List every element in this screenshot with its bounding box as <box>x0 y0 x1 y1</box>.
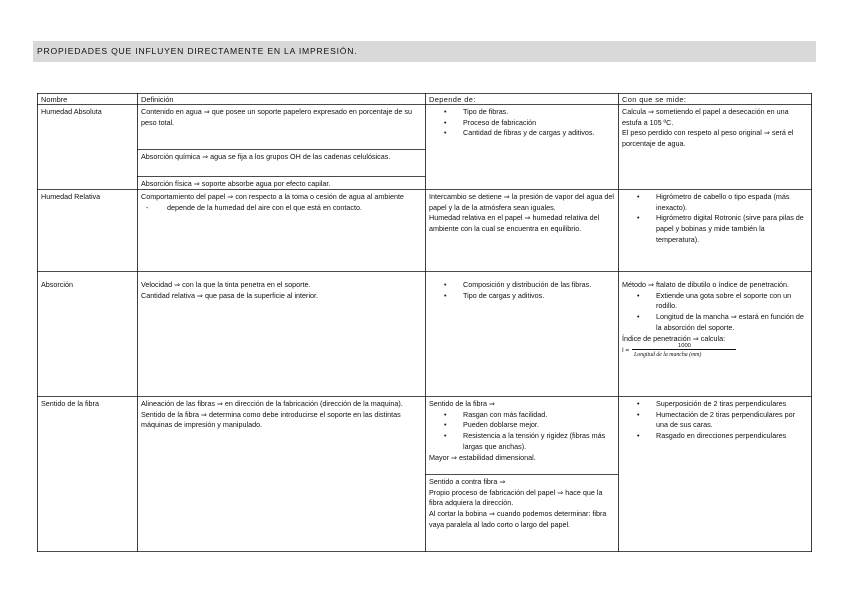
definition-text: Absorción física ⇒ soporte absorbe agua por efecto capilar. <box>141 179 331 188</box>
list-item: • Resistencia a la tensión y rigidez (fibras más largas que anchas). <box>463 431 615 452</box>
definition-text: Comportamiento del papel ⇒ con respecto a la toma o cesión de agua al ambiente <box>141 192 404 201</box>
definition-text: Sentido de la fibra ⇒ determina como debe introducirse el soporte en las distintas máquinas de impresión y manipulado. <box>141 409 401 430</box>
depends-text: Sentido de la fibra ⇒ <box>429 399 495 408</box>
list-item: • Superposición de 2 tiras perpendiculares <box>656 399 808 410</box>
list-item: • Longitud de la mancha ⇒ estará en función de la absorción del soporte. <box>656 312 808 333</box>
header-medida: Con que se mide: <box>622 95 687 104</box>
formula-numerator: 1000 <box>678 343 691 350</box>
list-item: • Tipo de fibras. <box>463 107 615 118</box>
measure-text: Índice de penetración ⇒ calcula: <box>622 333 726 343</box>
measure-text: Método ⇒ ftalato de dibutilo o índice de penetración. <box>622 280 790 289</box>
measure-text: Calcula ⇒ sometiendo el papel a desecación en una estufa a 105 ºC. <box>622 107 789 127</box>
row-absorcion-nombre: Absorción <box>41 280 73 289</box>
list-item: • Humectación de 2 tiras perpendiculares por una de sus caras. <box>656 410 808 431</box>
list-item: - depende de la humedad del aire con el que está en contacto. <box>167 203 422 214</box>
formula-denominator: Longitud de la mancha (mm) <box>634 352 702 359</box>
row-humedad-absoluta-absorcion-fisica <box>138 177 425 190</box>
list-item: • Composición y distribución de las fibras. <box>463 280 615 291</box>
depends-text: Mayor ⇒ estabilidad dimensional. <box>429 452 536 462</box>
depends-text: Sentido a contra fibra ⇒ <box>429 477 506 486</box>
penetration-formula <box>622 343 808 359</box>
depends-text: Intercambio se detiene ⇒ la presión de vapor del agua del papel y la de la atmósfera sean iguales. <box>429 192 615 212</box>
depends-text: Al cortar la bobina ⇒ cuando podemos determinar: fibra vaya paralela al lado corto o largo del papel. <box>429 509 607 529</box>
depends-text: Humedad relativa en el papel ⇒ humedad relativa del ambiente con la cual se encuentra en equilibrio. <box>429 213 600 234</box>
row-absorcion-medida <box>619 278 811 359</box>
list-item: • Rasgado en direcciones perpendiculares <box>656 431 808 442</box>
row-sentido-fibra-depende-contra <box>426 475 618 531</box>
list-item: • Extiende una gota sobre el soporte con un rodillo. <box>656 291 808 312</box>
list-item: • Higrómetro de cabello o tipo espada (más inexacto). <box>656 192 808 213</box>
definition-text: Cantidad relativa ⇒ que pasa de la superficie al interior. <box>141 290 319 300</box>
measure-text: El peso perdido con respeto al peso original ⇒ será el porcentaje de agua. <box>622 128 794 149</box>
row-sentido-fibra-medida <box>619 397 811 442</box>
list-item: • Pueden doblarse mejor. <box>463 420 615 431</box>
row-humedad-relativa-nombre: Humedad Relativa <box>41 192 101 201</box>
header-definicion: Definición <box>141 95 174 104</box>
definition-text: Contenido en agua ⇒ que posee un soporte papelero expresado en porcentaje de su peso total. <box>141 107 412 127</box>
list-item: • Tipo de cargas y aditivos. <box>463 291 615 302</box>
row-humedad-relativa-medida <box>619 190 811 246</box>
definition-text: Alineación de las fibras ⇒ en dirección de la fabricación (dirección de la maquina). <box>141 399 403 408</box>
row-sentido-fibra-definicion <box>138 397 425 431</box>
header-depende: Depende de: <box>429 95 476 104</box>
row-humedad-absoluta-definicion <box>138 105 425 128</box>
row-humedad-relativa-depende <box>426 190 618 235</box>
document-title: PROPIEDADES QUE INFLUYEN DIRECTAMENTE EN LA IMPRESIÓN. <box>33 41 816 62</box>
row-sentido-fibra-depende-favor <box>426 397 618 463</box>
row-humedad-absoluta-medida <box>619 105 811 150</box>
definition-text: Absorción química ⇒ agua se fija a los grupos OH de las cadenas celulósicas. <box>141 152 391 161</box>
list-item: • Cantidad de fibras y de cargas y aditivos. <box>463 128 615 139</box>
header-nombre: Nombre <box>41 95 68 104</box>
row-humedad-absoluta-nombre: Humedad Absoluta <box>41 107 102 116</box>
row-absorcion-definicion <box>138 278 425 301</box>
list-item: • Rasgan con más facilidad. <box>463 410 615 421</box>
list-item: • Proceso de fabricación <box>463 118 615 129</box>
row-sentido-fibra-nombre: Sentido de la fibra <box>41 399 99 408</box>
formula-lhs: I = <box>622 347 630 355</box>
depends-text: Propio proceso de fabricación del papel ⇒ hace que la fibra adquiera la dirección. <box>429 487 603 508</box>
list-item: • Higrómetro digital Rotronic (sirve para pilas de papel y bobinas y mide también la temperatura). <box>656 213 808 245</box>
row-humedad-absoluta-depende <box>426 105 618 139</box>
row-absorcion-depende <box>426 278 618 301</box>
row-humedad-relativa-definicion <box>138 190 425 213</box>
definition-text: Velocidad ⇒ con la que la tinta penetra en el soporte. <box>141 280 311 289</box>
row-humedad-absoluta-absorcion-quimica <box>138 150 425 163</box>
